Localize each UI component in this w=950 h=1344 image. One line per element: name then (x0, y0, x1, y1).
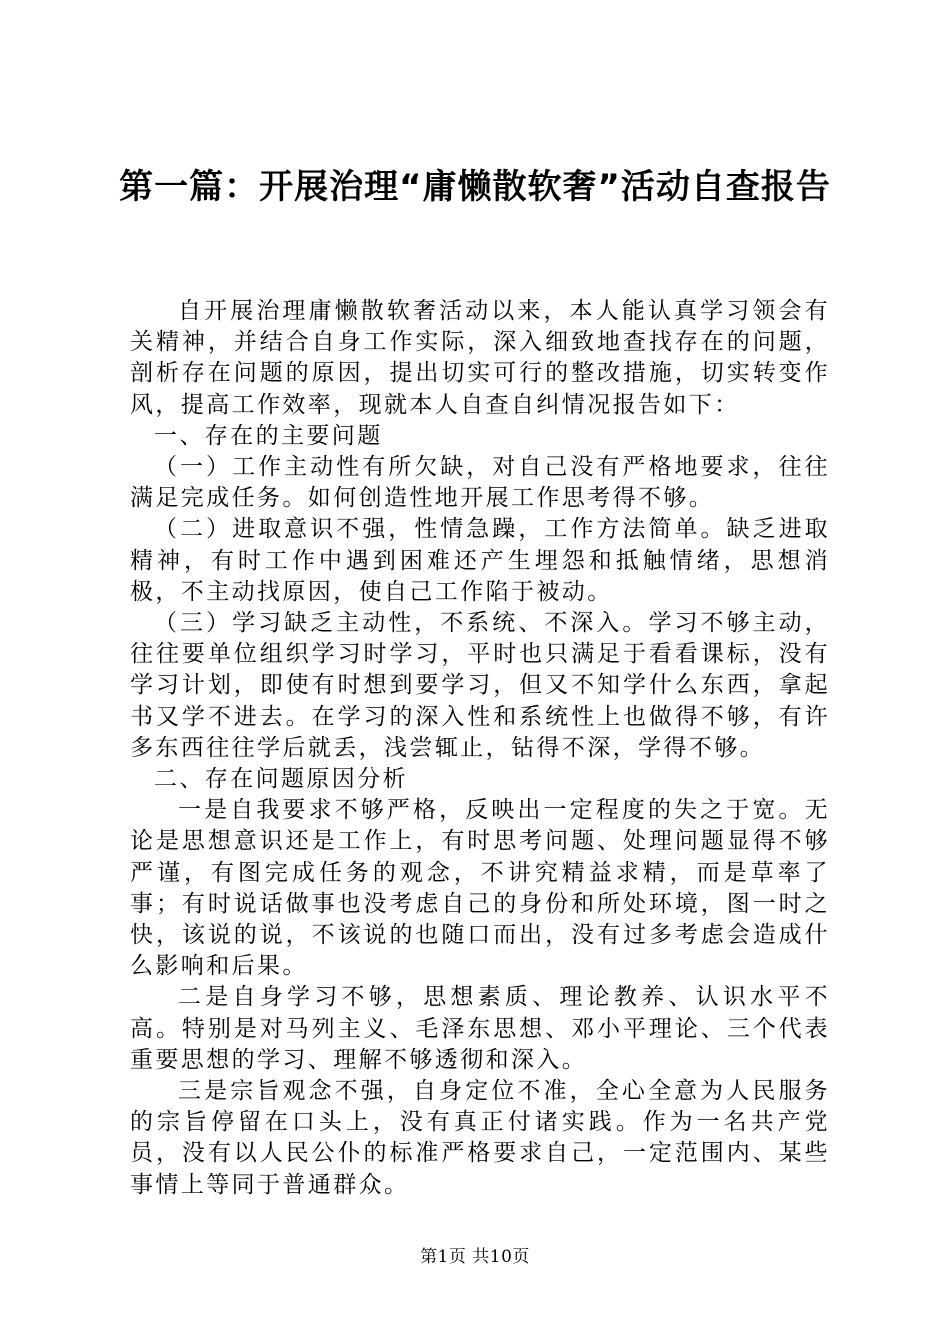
document-body (130, 296, 830, 1201)
section-heading-main-problems: 一、存在的主要问题 (154, 422, 383, 449)
problem-paragraph-3: （三）学习缺乏主动性，不系统、不深入。学习不够主动，往往要单位组织学习时学习，平时也只满足于看看课标，没有学习计划，即使有时想到要学习，但又不知学什么东西，拿起书又学不进去。在学习的深入性和系统性上也做得不够，有许多东西往往学后就丢，浅尝辄止，钻得不深，学得不够。 (130, 610, 830, 761)
problem-paragraph-2: （二）进取意识不强，性情急躁，工作方法简单。缺乏进取精神，有时工作中遇到困难还产生埋怨和抵触情绪，思想消极，不主动找原因，使自己工作陷于被动。 (130, 516, 830, 605)
page-number-footer: 第1页 共10页 (420, 1247, 530, 1267)
intro-paragraph: 自开展治理庸懒散软奢活动以来，本人能认真学习领会有关精神，并结合自身工作实际，深入细致地查找存在的问题，剖析存在问题的原因，提出切实可行的整改措施，切实转变作风，提高工作效率，现就本人自查自纠情况报告如下： (130, 298, 830, 418)
document-title: 第一篇：开展治理“庸懒散软奢”活动自查报告 (119, 167, 831, 207)
problem-paragraph-1: （一）工作主动性有所欠缺，对自己没有严格地要求，往往满足完成任务。如何创造性地开展工作思考得不够。 (130, 454, 830, 512)
cause-paragraph-1: 一是自我要求不够严格，反映出一定程度的失之于宽。无论是思想意识还是工作上，有时思考问题、处理问题显得不够严谨，有图完成任务的观念，不讲究精益求精，而是草率了事；有时说话做事也没考虑自己的身份和所处环境，图一时之快，该说的说，不该说的也随口而出，没有过多考虑会造成什么影响和后果。 (130, 797, 830, 980)
section-heading-cause-analysis: 二、存在问题原因分析 (154, 766, 408, 793)
cause-paragraph-2: 二是自身学习不够，思想素质、理论教养、认识水平不高。特别是对马列主义、毛泽东思想、邓小平理论、三个代表重要思想的学习、理解不够透彻和深入。 (130, 984, 830, 1073)
cause-paragraph-3: 三是宗旨观念不强，自身定位不准，全心全意为人民服务的宗旨停留在口头上，没有真正付诸实践。作为一名共产党员，没有以人民公仆的标准严格要求自己，一定范围内、某些事情上等同于普通群众。 (130, 1078, 830, 1198)
